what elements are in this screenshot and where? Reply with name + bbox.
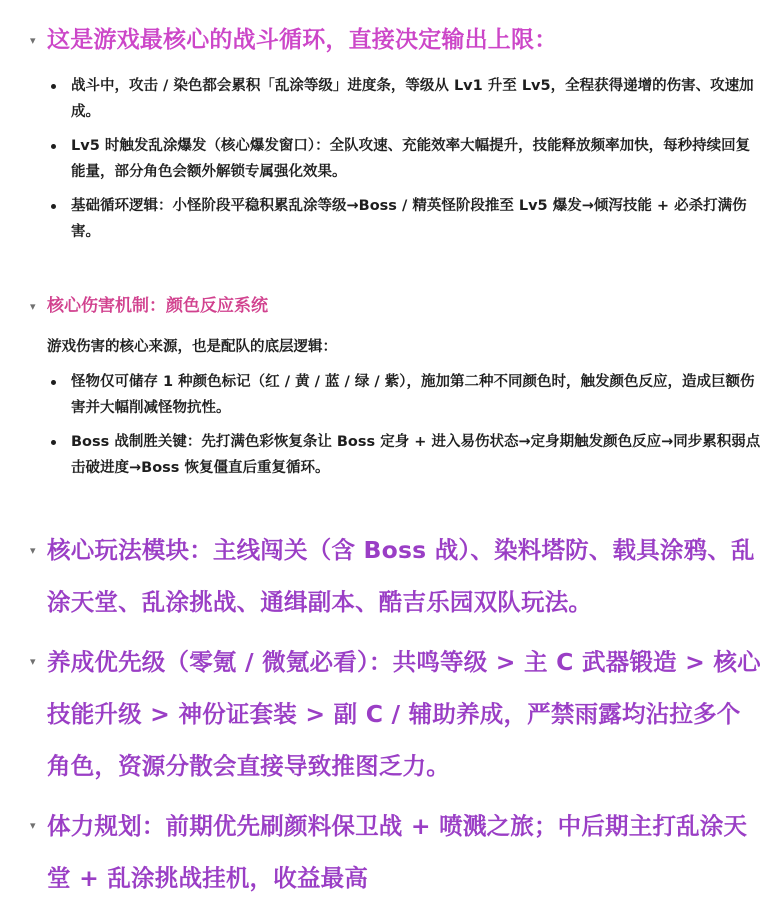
- list-item-text: Lv5 时触发乱涂爆发（核心爆发窗口）：全队攻速、充能效率大幅提升，技能释放频率加快，每秒持续回复能量，部分角色会额外解锁专属强化效果。: [71, 138, 751, 180]
- toggle-triangle-icon[interactable]: ▾: [30, 34, 36, 47]
- bullet-dot-icon: [51, 144, 56, 149]
- list-item-text: Boss 战制胜关键：先打满色彩恢复条让 Boss 定身 + 进入易伤状态→定身期触发颜色反应→同步累积弱点击破进度→Boss 恢复僵直后重复循环。: [71, 434, 761, 476]
- list-item: [0, 429, 780, 481]
- color-reaction-list: [0, 369, 780, 481]
- list-item: [0, 133, 780, 185]
- list-item-text: 怪物仅可储存 1 种颜色标记（红 / 黄 / 蓝 / 绿 / 紫），施加第二种不同颜色时，触发颜色反应，造成巨额伤害并大幅削减怪物抗性。: [71, 374, 755, 416]
- bullet-dot-icon: [51, 440, 56, 445]
- list-item-text: 基础循环逻辑：小怪阶段平稳积累乱涂等级→Boss / 精英怪阶段推至 Lv5 爆发→倾泻技能 + 必杀打满伤害。: [71, 198, 747, 240]
- section-heading-stamina-plan: 体力规划：前期优先刷颜料保卫战 + 喷溅之旅；中后期主打乱涂天堂 + 乱涂挑战挂机，收益最高: [47, 812, 748, 892]
- section-heading-color-reaction: 核心伤害机制：颜色反应系统: [47, 296, 268, 316]
- section-heading-gameplay-modules: 核心玩法模块：主线闯关（含 Boss 战）、染料塔防、载具涂鸦、乱涂天堂、乱涂挑战、通缉副本、酷吉乐园双队玩法。: [47, 536, 755, 616]
- section-heading-combat-loop: 这是游戏最核心的战斗循环，直接决定输出上限：: [47, 27, 558, 53]
- toggle-triangle-icon[interactable]: ▾: [30, 300, 36, 313]
- bullet-dot-icon: [51, 204, 56, 209]
- list-item: [0, 193, 780, 245]
- bullet-dot-icon: [51, 84, 56, 89]
- list-item-text: 战斗中，攻击 / 染色都会累积「乱涂等级」进度条，等级从 Lv1 升至 Lv5，全程获得递增的伤害、攻速加成。: [71, 78, 754, 120]
- list-item: [0, 369, 780, 421]
- bullet-dot-icon: [51, 380, 56, 385]
- combat-loop-list: [0, 73, 780, 245]
- toggle-triangle-icon[interactable]: ▾: [30, 544, 36, 557]
- section-intro-text: 游戏伤害的核心来源，也是配队的底层逻辑：: [47, 339, 337, 355]
- list-item: [0, 73, 780, 125]
- toggle-triangle-icon[interactable]: ▾: [30, 655, 36, 668]
- toggle-triangle-icon[interactable]: ▾: [30, 819, 36, 832]
- section-heading-growth-priority: 养成优先级（零氪 / 微氪必看）：共鸣等级 > 主 C 武器锻造 > 核心技能升级 > 神份证套装 > 副 C / 辅助养成，严禁雨露均沾拉多个角色，资源分散会直接导致推图乏力。: [47, 648, 761, 780]
